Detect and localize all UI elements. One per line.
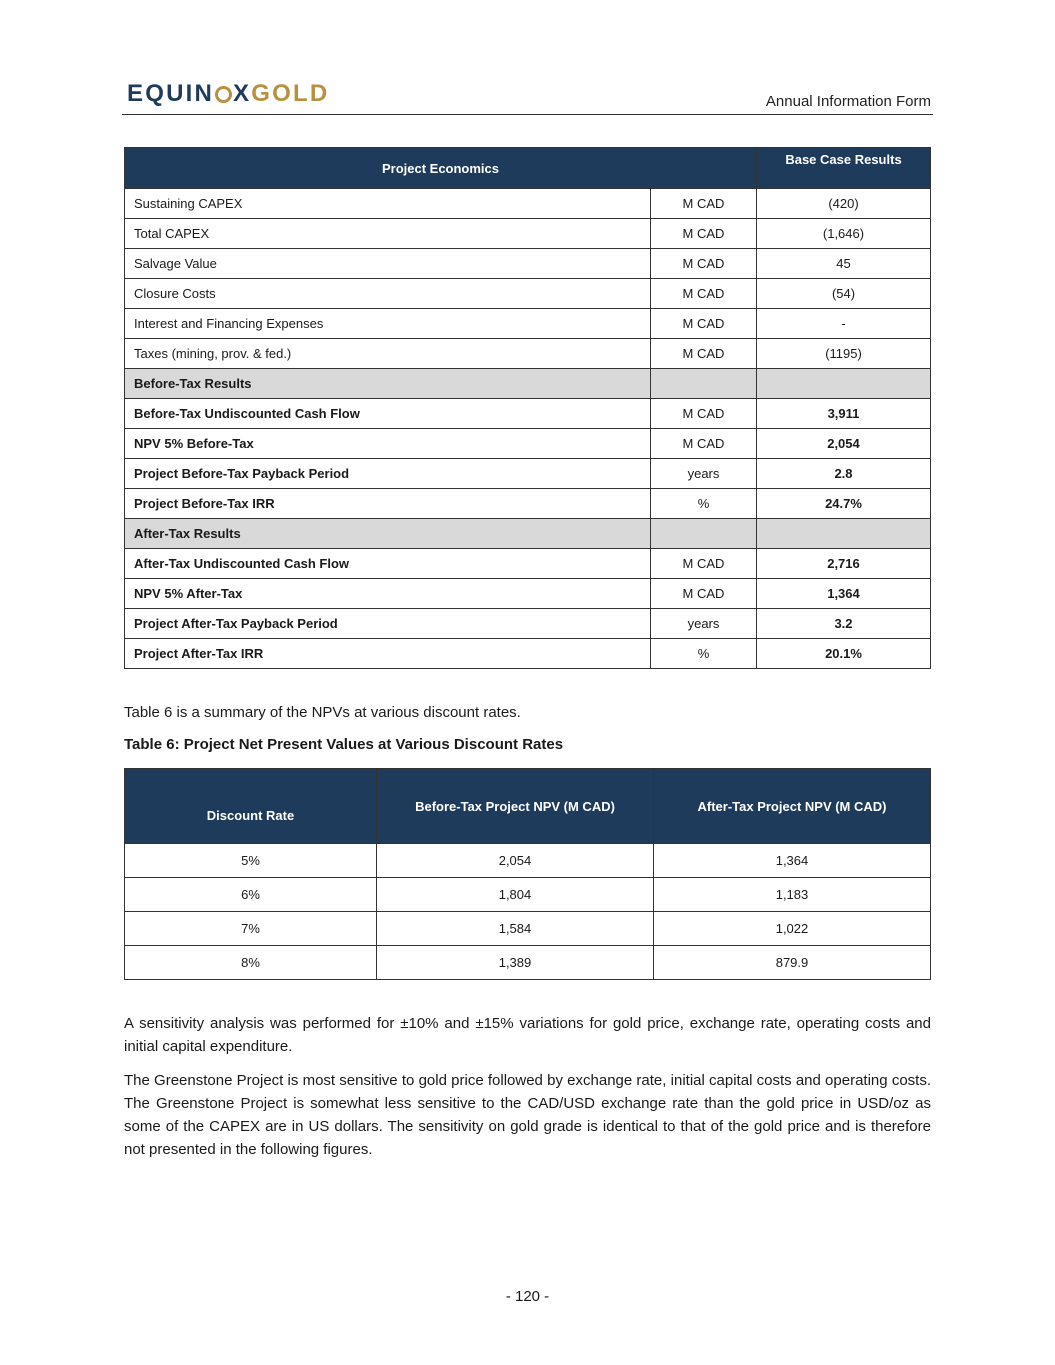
- row-value: 45: [757, 249, 931, 279]
- row-unit: %: [651, 639, 757, 669]
- row-value: (54): [757, 279, 931, 309]
- table-row: [125, 429, 931, 459]
- header-divider: [122, 114, 933, 115]
- logo-text-gold: GOLD: [251, 80, 330, 107]
- row-label: Project Before-Tax Payback Period: [125, 459, 651, 489]
- project-economics-table: [124, 147, 931, 669]
- table-header-row: [125, 769, 931, 844]
- row-label: Interest and Financing Expenses: [125, 309, 651, 339]
- row-label: Project Before-Tax IRR: [125, 489, 651, 519]
- row-label: Sustaining CAPEX: [125, 189, 651, 219]
- row-value: [757, 519, 931, 549]
- company-logo: [127, 80, 329, 108]
- table-row: [125, 844, 931, 878]
- row-label: Total CAPEX: [125, 219, 651, 249]
- row-unit: M CAD: [651, 399, 757, 429]
- cell-after-tax: 1,364: [654, 844, 931, 878]
- header-base-case-results: Base Case Results: [757, 148, 931, 189]
- row-unit: M CAD: [651, 189, 757, 219]
- section-label: After-Tax Results: [125, 519, 651, 549]
- table-row: [125, 912, 931, 946]
- cell-rate: 6%: [125, 878, 377, 912]
- row-label: Before-Tax Undiscounted Cash Flow: [125, 399, 651, 429]
- row-unit: M CAD: [651, 579, 757, 609]
- table-row: [125, 339, 931, 369]
- row-unit: M CAD: [651, 339, 757, 369]
- header-discount-rate: Discount Rate: [125, 769, 377, 844]
- intro-paragraph: Table 6 is a summary of the NPVs at various discount rates.: [124, 704, 521, 721]
- cell-before-tax: 2,054: [377, 844, 654, 878]
- logo-text-equin: EQUIN: [127, 80, 215, 107]
- section-row-after-tax: [125, 519, 931, 549]
- row-label: Salvage Value: [125, 249, 651, 279]
- row-label: Taxes (mining, prov. & fed.): [125, 339, 651, 369]
- table-row: [125, 249, 931, 279]
- table6-caption: Table 6: Project Net Present Values at Various Discount Rates: [124, 736, 564, 753]
- cell-after-tax: 879.9: [654, 946, 931, 980]
- cell-before-tax: 1,804: [377, 878, 654, 912]
- row-label: NPV 5% After-Tax: [125, 579, 651, 609]
- row-unit: [651, 369, 757, 399]
- document-title: Annual Information Form: [765, 93, 931, 110]
- table-row: [125, 489, 931, 519]
- npv-discount-rates-table: [124, 768, 931, 980]
- table-row: [125, 309, 931, 339]
- cell-rate: 5%: [125, 844, 377, 878]
- header-after-tax-npv: After-Tax Project NPV (M CAD): [654, 769, 931, 844]
- row-unit: M CAD: [651, 309, 757, 339]
- row-value: 2.8: [757, 459, 931, 489]
- row-value: 24.7%: [757, 489, 931, 519]
- row-unit: M CAD: [651, 279, 757, 309]
- cell-rate: 8%: [125, 946, 377, 980]
- header-before-tax-npv: Before-Tax Project NPV (M CAD): [377, 769, 654, 844]
- table-row: [125, 609, 931, 639]
- table-row: [125, 549, 931, 579]
- sensitivity-paragraph: A sensitivity analysis was performed for ±10% and ±15% variations for gold price, exchange rate, operating costs and initial capital expenditure.: [124, 1015, 931, 1055]
- table-row: [125, 946, 931, 980]
- row-value: 3.2: [757, 609, 931, 639]
- cell-before-tax: 1,389: [377, 946, 654, 980]
- table-row: [125, 219, 931, 249]
- table-row: [125, 189, 931, 219]
- row-unit: M CAD: [651, 249, 757, 279]
- row-label: After-Tax Undiscounted Cash Flow: [125, 549, 651, 579]
- logo-text-x: X: [233, 80, 252, 107]
- header-project-economics: Project Economics: [125, 148, 757, 189]
- cell-before-tax: 1,584: [377, 912, 654, 946]
- row-value: 2,054: [757, 429, 931, 459]
- row-unit: years: [651, 459, 757, 489]
- row-value: 20.1%: [757, 639, 931, 669]
- page-number: - 120 -: [505, 1288, 550, 1305]
- row-value: -: [757, 309, 931, 339]
- row-unit: M CAD: [651, 549, 757, 579]
- table-row: [125, 399, 931, 429]
- row-label: Project After-Tax Payback Period: [125, 609, 651, 639]
- row-value: 1,364: [757, 579, 931, 609]
- row-unit: M CAD: [651, 219, 757, 249]
- row-label: Closure Costs: [125, 279, 651, 309]
- section-label: Before-Tax Results: [125, 369, 651, 399]
- row-value: 3,911: [757, 399, 931, 429]
- row-unit: M CAD: [651, 429, 757, 459]
- row-unit: %: [651, 489, 757, 519]
- table-row: [125, 579, 931, 609]
- row-value: [757, 369, 931, 399]
- table-row: [125, 459, 931, 489]
- cell-rate: 7%: [125, 912, 377, 946]
- cell-after-tax: 1,022: [654, 912, 931, 946]
- row-value: (420): [757, 189, 931, 219]
- row-label: NPV 5% Before-Tax: [125, 429, 651, 459]
- table-header-row: [125, 148, 931, 189]
- row-unit: [651, 519, 757, 549]
- row-label: Project After-Tax IRR: [125, 639, 651, 669]
- table-row: [125, 639, 931, 669]
- row-value: (1195): [757, 339, 931, 369]
- row-value: 2,716: [757, 549, 931, 579]
- logo-o-ring-icon: [215, 86, 232, 103]
- row-unit: years: [651, 609, 757, 639]
- cell-after-tax: 1,183: [654, 878, 931, 912]
- greenstone-paragraph: The Greenstone Project is most sensitive to gold price followed by exchange rate, initial capital costs and operating costs. The Greenstone Project is somewhat less sensitive to the CAD/USD exchange rate than the gold price in USD/oz as some of the CAPEX are in US dollars. The sensitivity on gold grade is identical to that of the gold price and is therefore not presented in the following figures.: [124, 1072, 931, 1158]
- row-value: (1,646): [757, 219, 931, 249]
- table-row: [125, 878, 931, 912]
- section-row-before-tax: [125, 369, 931, 399]
- table-row: [125, 279, 931, 309]
